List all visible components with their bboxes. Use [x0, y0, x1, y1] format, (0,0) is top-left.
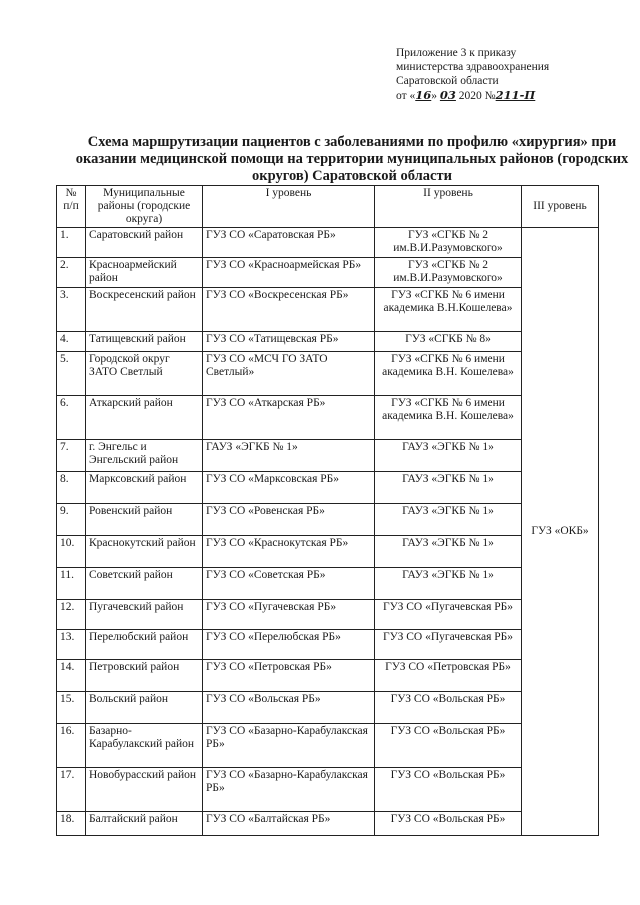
level1-facility: ГУЗ СО «МСЧ ГО ЗАТО Светлый» — [203, 352, 375, 396]
table-row — [57, 692, 599, 724]
level1-facility: ГУЗ СО «Ровенская РБ» — [203, 504, 375, 536]
row-number: 7. — [57, 440, 86, 472]
table-header-row — [57, 186, 599, 228]
level2-facility: ГАУЗ «ЭГКБ № 1» — [375, 440, 522, 472]
table-body — [57, 228, 599, 836]
date-month: 03 — [439, 88, 456, 102]
routing-table — [56, 185, 599, 836]
district-name: Перелюбский район — [86, 630, 203, 660]
level2-facility: ГАУЗ «ЭГКБ № 1» — [375, 536, 522, 568]
row-number: 4. — [57, 332, 86, 352]
level1-facility: ГУЗ СО «Краснокутская РБ» — [203, 536, 375, 568]
table-row — [57, 600, 599, 630]
row-number: 10. — [57, 536, 86, 568]
header-level2: II уровень — [375, 186, 522, 228]
district-name: Красноармейский район — [86, 258, 203, 288]
row-number: 13. — [57, 630, 86, 660]
district-name: Вольский район — [86, 692, 203, 724]
district-name: Балтайский район — [86, 812, 203, 836]
district-name: Пугачевский район — [86, 600, 203, 630]
level2-facility: ГУЗ «СГКБ № 6 имени академика В.Н. Кошелева» — [375, 352, 522, 396]
table-row — [57, 660, 599, 692]
level2-facility: ГУЗ СО «Вольская РБ» — [375, 724, 522, 768]
level1-facility: ГУЗ СО «Базарно-Карабулакская РБ» — [203, 768, 375, 812]
level1-facility: ГУЗ СО «Марксовская РБ» — [203, 472, 375, 504]
level3-facility: ГУЗ «ОКБ» — [522, 228, 599, 836]
district-name: Петровский район — [86, 660, 203, 692]
table-row — [57, 440, 599, 472]
level2-facility: ГУЗ «СГКБ № 2 им.В.И.Разумовского» — [375, 228, 522, 258]
header-line-2: министерства здравоохранения — [396, 61, 550, 73]
table-row — [57, 258, 599, 288]
date-year: 2020 № — [455, 90, 496, 102]
table-row — [57, 472, 599, 504]
row-number: 9. — [57, 504, 86, 536]
table-row — [57, 288, 599, 332]
table-row — [57, 812, 599, 836]
district-name: Городской округ ЗАТО Светлый — [86, 352, 203, 396]
level1-facility: ГУЗ СО «Татищевская РБ» — [203, 332, 375, 352]
document-title: Схема маршрутизации пациентов с заболеваниями по профилю «хирургия» при оказании медицинской помощи на территории муниципальных районов (городских округов) Саратовской области — [75, 134, 629, 184]
table-row — [57, 768, 599, 812]
level1-facility: ГУЗ СО «Петровская РБ» — [203, 660, 375, 692]
table-row — [57, 568, 599, 600]
row-number: 16. — [57, 724, 86, 768]
table-row — [57, 352, 599, 396]
row-number: 8. — [57, 472, 86, 504]
district-name: Ровенский район — [86, 504, 203, 536]
district-name: Марксовский район — [86, 472, 203, 504]
header-district: Муниципальные районы (городские округа) — [86, 186, 203, 228]
table-row — [57, 504, 599, 536]
table-row — [57, 228, 599, 258]
row-number: 15. — [57, 692, 86, 724]
district-name: Новобурасский район — [86, 768, 203, 812]
row-number: 2. — [57, 258, 86, 288]
level1-facility: ГУЗ СО «Балтайская РБ» — [203, 812, 375, 836]
row-number: 1. — [57, 228, 86, 258]
level2-facility: ГАУЗ «ЭГКБ № 1» — [375, 504, 522, 536]
header-line-3: Саратовской области — [396, 75, 499, 87]
level1-facility: ГУЗ СО «Саратовская РБ» — [203, 228, 375, 258]
level1-facility: ГУЗ СО «Воскресенская РБ» — [203, 288, 375, 332]
district-name: Татищевский район — [86, 332, 203, 352]
date-day: 16 — [415, 88, 432, 102]
level1-facility: ГУЗ СО «Пугачевская РБ» — [203, 600, 375, 630]
header-num: № п/п — [57, 186, 86, 228]
level2-facility: ГУЗ СО «Пугачевская РБ» — [375, 630, 522, 660]
table-row — [57, 536, 599, 568]
district-name: Базарно-Карабулакский район — [86, 724, 203, 768]
district-name: Советский район — [86, 568, 203, 600]
row-number: 11. — [57, 568, 86, 600]
level2-facility: ГАУЗ «ЭГКБ № 1» — [375, 568, 522, 600]
row-number: 18. — [57, 812, 86, 836]
level1-facility: ГАУЗ «ЭГКБ № 1» — [203, 440, 375, 472]
header-line-1: Приложение 3 к приказу — [396, 47, 517, 59]
header-date-line — [396, 88, 626, 103]
level2-facility: ГАУЗ «ЭГКБ № 1» — [375, 472, 522, 504]
level1-facility: ГУЗ СО «Красноармейская РБ» — [203, 258, 375, 288]
district-name: Краснокутский район — [86, 536, 203, 568]
district-name: Аткарский район — [86, 396, 203, 440]
district-name: Воскресенский район — [86, 288, 203, 332]
row-number: 12. — [57, 600, 86, 630]
appendix-header — [396, 46, 626, 103]
header-level1: I уровень — [203, 186, 375, 228]
table-row — [57, 630, 599, 660]
level1-facility: ГУЗ СО «Вольская РБ» — [203, 692, 375, 724]
table-row — [57, 724, 599, 768]
level2-facility: ГУЗ «СГКБ № 8» — [375, 332, 522, 352]
row-number: 14. — [57, 660, 86, 692]
level1-facility: ГУЗ СО «Перелюбская РБ» — [203, 630, 375, 660]
row-number: 3. — [57, 288, 86, 332]
date-prefix: от « — [396, 90, 416, 102]
level2-facility: ГУЗ СО «Вольская РБ» — [375, 768, 522, 812]
level2-facility: ГУЗ «СГКБ № 2 им.В.И.Разумовского» — [375, 258, 522, 288]
district-name: г. Энгельс и Энгельский район — [86, 440, 203, 472]
level2-facility: ГУЗ СО «Вольская РБ» — [375, 692, 522, 724]
level2-facility: ГУЗ СО «Вольская РБ» — [375, 812, 522, 836]
header-level3: III уровень — [522, 186, 599, 228]
level1-facility: ГУЗ СО «Советская РБ» — [203, 568, 375, 600]
district-name: Саратовский район — [86, 228, 203, 258]
level1-facility: ГУЗ СО «Аткарская РБ» — [203, 396, 375, 440]
level2-facility: ГУЗ «СГКБ № 6 имени академика В.Н.Кошелева» — [375, 288, 522, 332]
level2-facility: ГУЗ СО «Пугачевская РБ» — [375, 600, 522, 630]
level1-facility: ГУЗ СО «Базарно-Карабулакская РБ» — [203, 724, 375, 768]
date-mid: » — [431, 90, 440, 102]
row-number: 6. — [57, 396, 86, 440]
level2-facility: ГУЗ СО «Петровская РБ» — [375, 660, 522, 692]
level2-facility: ГУЗ «СГКБ № 6 имени академика В.Н. Кошелева» — [375, 396, 522, 440]
row-number: 5. — [57, 352, 86, 396]
table-row — [57, 396, 599, 440]
table-row — [57, 332, 599, 352]
row-number: 17. — [57, 768, 86, 812]
order-number: 211-П — [495, 88, 536, 102]
